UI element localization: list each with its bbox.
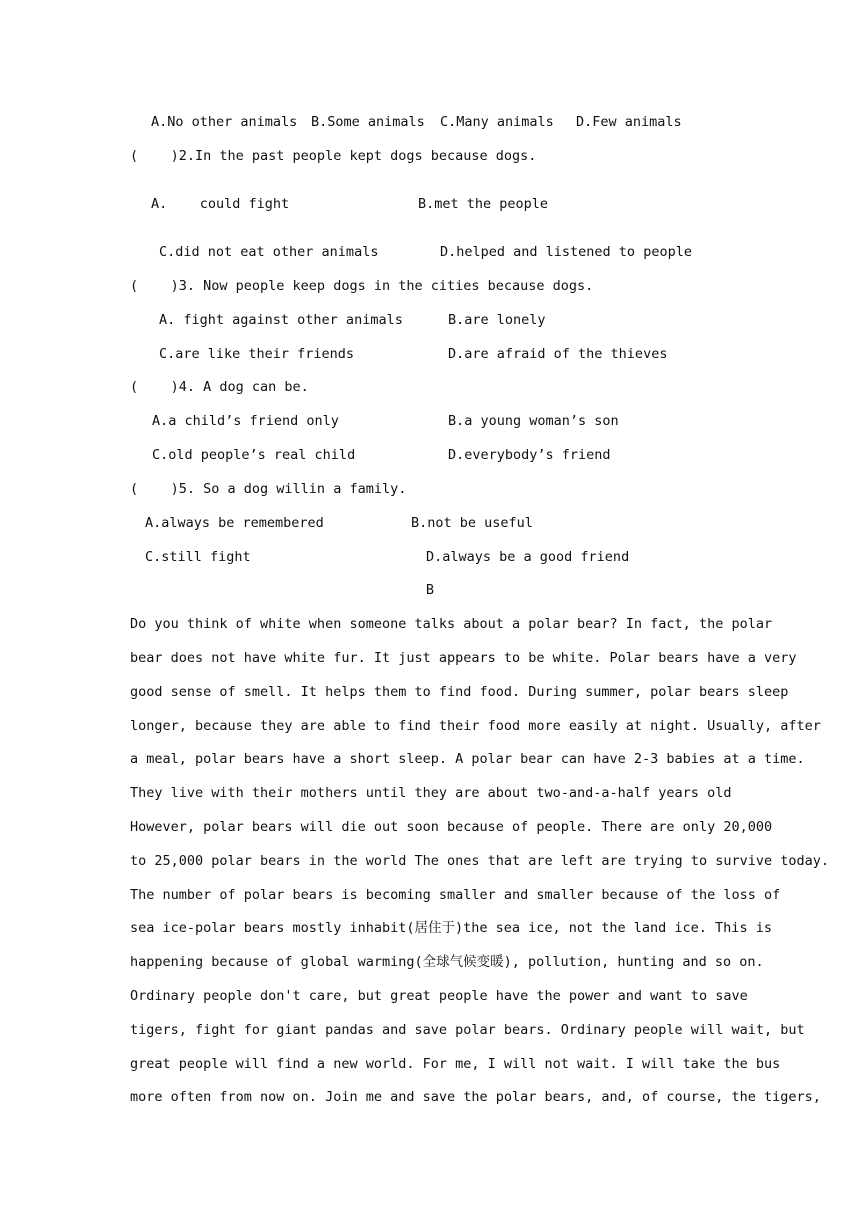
passage-line: However, polar bears will die out soon because of people. There are only 20,000: [130, 819, 773, 835]
passage-line: good sense of smell. It helps them to find food. During summer, polar bears sleep: [130, 684, 789, 700]
passage-line: a meal, polar bears have a short sleep. A polar bear can have 2-3 babies at a time.: [130, 751, 805, 767]
q4-stem: ( )4. A dog can be.: [130, 379, 309, 395]
q5-option-d: D.always be a good friend: [426, 549, 630, 565]
q2-option-c: C.did not eat other animals: [159, 244, 379, 260]
passage-line: The number of polar bears is becoming smaller and smaller because of the loss of: [130, 887, 781, 903]
q3-option-b: B.are lonely: [448, 312, 546, 328]
passage-line: Do you think of white when someone talks about a polar bear? In fact, the polar: [130, 616, 773, 632]
q5-stem: ( )5. So a dog willin a family.: [130, 481, 407, 497]
q4-option-c: C.old people’s real child: [152, 447, 356, 463]
passage-line: Ordinary people don't care, but great people have the power and want to save: [130, 988, 748, 1004]
passage-line: happening because of global warming(全球气候变暖), pollution, hunting and so on.: [130, 954, 764, 970]
passage-line: to 25,000 polar bears in the world The ones that are left are trying to survive today.: [130, 853, 829, 869]
q2-option-b: B.met the people: [418, 196, 549, 212]
q3-stem: ( )3. Now people keep dogs in the cities because dogs.: [130, 278, 594, 294]
q3-option-c: C.are like their friends: [159, 346, 355, 362]
q2-option-d: D.helped and listened to people: [440, 244, 692, 260]
passage-line: more often from now on. Join me and save the polar bears, and, of course, the tigers,: [130, 1089, 821, 1105]
q3-option-d: D.are afraid of the thieves: [448, 346, 668, 362]
passage-line: bear does not have white fur. It just appears to be white. Polar bears have a very: [130, 650, 797, 666]
passage-line: sea ice-polar bears mostly inhabit(居住于)the sea ice, not the land ice. This is: [130, 920, 772, 936]
q1-option-b: B.Some animals: [311, 114, 425, 130]
q4-option-a: A.a child’s friend only: [152, 413, 339, 429]
passage-line: They live with their mothers until they are about two-and-a-half years old: [130, 785, 732, 801]
q2-option-a: A. could fight: [151, 196, 290, 212]
q5-option-c: C.still fight: [145, 549, 251, 565]
q5-option-a: A.always be remembered: [145, 515, 324, 531]
q4-option-d: D.everybody’s friend: [448, 447, 611, 463]
passage-line: great people will find a new world. For me, I will not wait. I will take the bus: [130, 1056, 781, 1072]
q1-option-a: A.No other animals: [151, 114, 298, 130]
passage-line: tigers, fight for giant pandas and save polar bears. Ordinary people will wait, but: [130, 1022, 805, 1038]
q1-option-d: D.Few animals: [576, 114, 682, 130]
q3-option-a: A. fight against other animals: [159, 312, 403, 328]
q4-option-b: B.a young woman’s son: [448, 413, 619, 429]
q1-option-c: C.Many animals: [440, 114, 554, 130]
passage-line: longer, because they are able to find their food more easily at night. Usually, after: [130, 718, 821, 734]
q5-option-b: B.not be useful: [411, 515, 533, 531]
section-b-heading: B: [425, 582, 435, 598]
q2-stem: ( )2.In the past people kept dogs because dogs.: [130, 148, 537, 164]
